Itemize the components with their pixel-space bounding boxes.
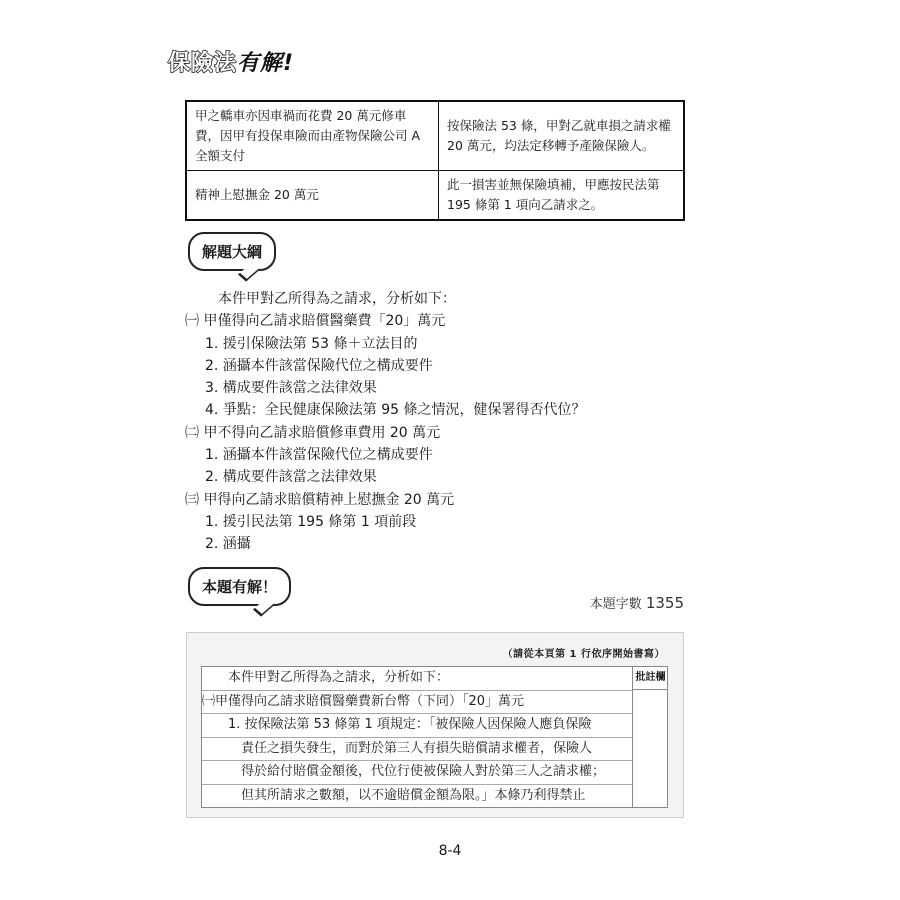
outline-list <box>185 288 586 556</box>
answer-line: 1. 按保險法第 53 條第 1 項規定：「被保險人因保險人應負保險 <box>202 714 632 738</box>
annotation-column <box>632 667 668 807</box>
word-count-value: 1355 <box>645 594 684 612</box>
word-count-label: 本題字數 <box>589 597 642 612</box>
outline-section: ㈠ 甲僅得向乙請求賠償醫藥費「20」萬元 <box>185 313 446 330</box>
table-row <box>186 101 684 171</box>
answer-line: ㈠甲僅得向乙請求賠償醫藥費新台幣（下同）「20」萬元 <box>202 691 632 715</box>
outline-item: 2. 涵攝本件該當保險代位之構成要件 <box>205 357 433 374</box>
answer-line: 責任之損失發生，而對於第三人有損失賠償請求權者，保險人 <box>202 738 632 762</box>
outline-item: 4. 爭點：全民健康保險法第 95 條之情況，健保署得否代位？ <box>205 402 586 419</box>
answer-grid <box>201 666 668 808</box>
answer-line: 得於給付賠償金額後，代位行使被保險人對於第三人之請求權； <box>202 761 632 785</box>
answer-line: 但其所請求之數額，以不逾賠償金額為限。」本條乃利得禁止 <box>202 787 586 803</box>
outline-item: 1. 援引保險法第 53 條＋立法目的 <box>205 335 418 352</box>
case-table <box>185 100 685 221</box>
outline-item: 2. 構成要件該當之法律效果 <box>205 469 377 486</box>
outline-heading-bubble: 解題大綱 <box>188 232 276 271</box>
page-number: 8-4 <box>438 843 462 859</box>
table-cell: 甲之轎車亦因車禍而花費 20 萬元修車費，因甲有投保車險而由產物保險公司 A 全額支付 <box>186 101 439 171</box>
outline-item: 2. 涵攝 <box>205 536 251 553</box>
outline-item: 1. 援引民法第 195 條第 1 項前段 <box>205 513 417 530</box>
table-cell: 精神上慰撫金 20 萬元 <box>186 171 439 221</box>
table-row <box>186 171 684 221</box>
table-cell: 此一損害並無保險填補，甲應按民法第 195 條第 1 項向乙請求之。 <box>439 171 685 221</box>
answer-line: 本件甲對乙所得為之請求，分析如下： <box>202 667 632 691</box>
answer-heading-bubble: 本題有解！ <box>188 567 291 606</box>
word-count <box>590 593 684 612</box>
outline-section: ㈡ 甲不得向乙請求賠償修車費用 20 萬元 <box>185 424 441 441</box>
sheet-instruction: （請從本頁第 1 行依序開始書寫） <box>502 649 665 660</box>
outline-intro: 本件甲對乙所得為之請求，分析如下： <box>218 291 456 307</box>
annotation-column-label: 批註欄 <box>633 667 668 690</box>
book-title-part1: 保險法 <box>168 51 238 76</box>
outline-item: 3. 構成要件該當之法律效果 <box>205 380 377 397</box>
book-title <box>168 46 294 77</box>
outline-item: 1. 涵攝本件該當保險代位之構成要件 <box>205 447 433 464</box>
table-cell: 按保險法 53 條，甲對乙就車損之請求權 20 萬元，均法定移轉予產險保險人。 <box>439 101 685 171</box>
book-title-part2: 有解! <box>237 51 295 76</box>
answer-lines <box>202 667 632 807</box>
answer-sheet-image <box>186 632 684 818</box>
outline-section: ㈢ 甲得向乙請求賠償精神上慰撫金 20 萬元 <box>185 491 455 508</box>
